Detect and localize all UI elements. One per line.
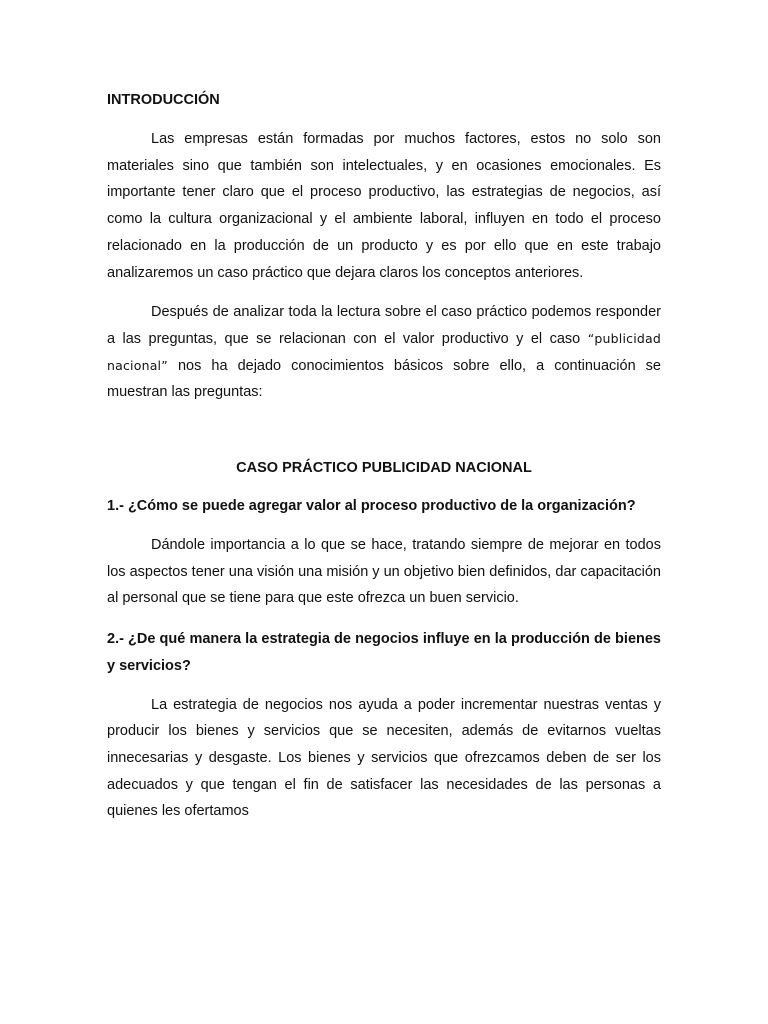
document-page [107,90,661,825]
answer-2: La estrategia de negocios nos ayuda a poder incrementar nuestras ventas y producir los bienes y servicios que se necesiten, además de evitarnos vueltas innecesarias y desgaste. Los bienes y servicios que ofrezcamos deben de ser los adecuados y que tengan el fin de satisfacer las necesidades de las personas a quienes les ofertamos [107,696,661,820]
question-2: 2.- ¿De qué manera la estrategia de negocios influye en la producción de bienes y servicios? [107,631,661,674]
quoted-case-name: “publicidad nacional” [107,330,661,373]
question-1: 1.- ¿Cómo se puede agregar valor al proceso productivo de la organización? [107,498,636,515]
introduction-paragraph-2 [107,299,661,406]
paragraph-2-text-after: nos ha dejado conocimientos básicos sobre ello, a continuación se muestran las preguntas: [107,357,661,401]
case-heading: CASO PRÁCTICO PUBLICIDAD NACIONAL [236,460,532,477]
introduction-paragraph-1: Las empresas están formadas por muchos factores, estos no solo son materiales sino que también son intelectuales, y en ocasiones emocionales. Es importante tener claro que el proceso productivo, las estrategias de negocios, así como la cultura organizacional y el ambiente laboral, influyen en todo el proceso relacionado en la producción de un producto y es por ello que en este trabajo analizaremos un caso práctico que dejara claros los conceptos anteriores. [107,131,661,281]
introduction-heading: INTRODUCCIÓN [107,92,220,108]
answer-1: Dándole importancia a lo que se hace, tratando siempre de mejorar en todos los aspectos tener una visión una misión y un objetivo bien definidos, dar capacitación al personal que se tiene para que este ofrezca un buen servicio. [107,537,661,607]
paragraph-2-text-before: Después de analizar toda la lectura sobre el caso práctico podemos responder a las preguntas, que se relacionan con el valor productivo y el caso [107,304,661,347]
